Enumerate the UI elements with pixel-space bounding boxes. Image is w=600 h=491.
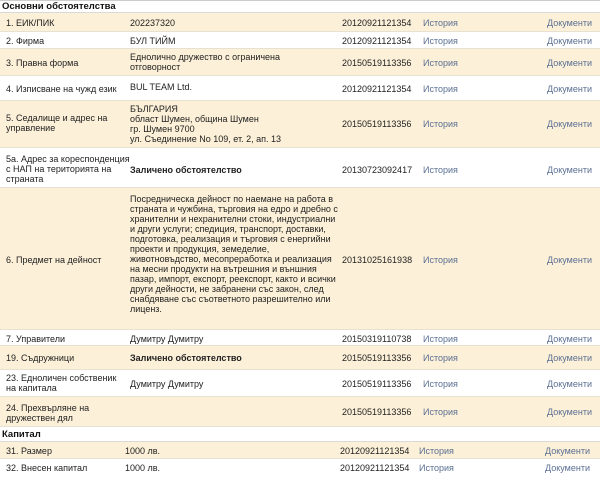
row-label: 31. Размер [6, 446, 52, 456]
documents-link[interactable]: Документи [547, 407, 592, 417]
row-value: Думитру Думитру [130, 379, 204, 389]
row-date: 20150519113356 [342, 353, 412, 363]
history-link[interactable]: История [423, 255, 458, 265]
history-link[interactable]: История [423, 84, 458, 94]
table-row [0, 49, 600, 76]
row-date: 20150519113356 [342, 379, 412, 389]
row-date: 20120921121354 [340, 446, 410, 456]
history-link[interactable]: История [423, 334, 458, 344]
documents-link[interactable]: Документи [547, 58, 592, 68]
row-label: 4. Изписване на чужд език [6, 84, 117, 94]
row-value: Заличено обстоятелство [130, 353, 242, 363]
history-link[interactable]: История [423, 58, 458, 68]
documents-link[interactable]: Документи [547, 18, 592, 28]
row-label: 5а. Адрес за кореспонденция с НАП на територията на страната [6, 154, 130, 184]
row-date: 20150319110738 [342, 334, 412, 344]
table-row [0, 346, 600, 370]
history-link[interactable]: История [423, 119, 458, 129]
row-label: 6. Предмет на дейност [6, 255, 102, 265]
documents-link[interactable]: Документи [547, 36, 592, 46]
row-date: 20150519113356 [342, 407, 412, 417]
row-label: 1. ЕИК/ПИК [6, 18, 55, 28]
row-label: 2. Фирма [6, 36, 45, 46]
history-link[interactable]: История [419, 446, 454, 456]
row-value: БЪЛГАРИЯ област Шумен, община Шумен гр. Шумен 9700 ул. Съединение No 109, ет. 2, ап. 13 [130, 104, 281, 144]
row-date: 20150519113356 [342, 119, 412, 129]
row-value: Думитру Думитру [130, 334, 204, 344]
history-link[interactable]: История [423, 379, 458, 389]
history-link[interactable]: История [423, 353, 458, 363]
table-row [0, 459, 600, 476]
table-row [0, 32, 600, 49]
row-label: 19. Съдружници [6, 353, 75, 363]
row-date: 20120921121354 [340, 463, 410, 473]
row-label: 32. Внесен капитал [6, 463, 88, 473]
history-link[interactable]: История [423, 407, 458, 417]
documents-link[interactable]: Документи [545, 446, 590, 456]
table-row [0, 148, 600, 188]
row-value: 1000 лв. [125, 463, 161, 473]
row-date: 20120921121354 [342, 84, 412, 94]
row-label: 3. Правна форма [6, 58, 79, 68]
row-value: БУЛ ТИЙМ [130, 36, 176, 46]
row-label: 24. Прехвърляне на дружествен дял [6, 403, 90, 423]
documents-link[interactable]: Документи [547, 353, 592, 363]
history-link[interactable]: История [423, 36, 458, 46]
documents-link[interactable]: Документи [547, 334, 592, 344]
row-value: 1000 лв. [125, 446, 161, 456]
table-row [0, 188, 600, 330]
row-date: 20131025161938 [342, 255, 413, 265]
table-row [0, 442, 600, 459]
row-label: 23. Едноличен собственик на капитала [6, 373, 117, 393]
documents-link[interactable]: Документи [547, 255, 592, 265]
table-row [0, 101, 600, 148]
history-link[interactable]: История [423, 18, 458, 28]
documents-link[interactable]: Документи [545, 463, 590, 473]
documents-link[interactable]: Документи [547, 84, 592, 94]
row-date: 20150519113356 [342, 58, 412, 68]
history-link[interactable]: История [423, 165, 458, 175]
section-main-heading: Основни обстоятелства [2, 1, 116, 12]
row-value: 202237320 [130, 18, 176, 28]
section-capital-heading: Капитал [2, 429, 41, 440]
row-date: 20120921121354 [342, 18, 412, 28]
table-row [0, 370, 600, 397]
table-row [0, 330, 600, 346]
table-row [0, 397, 600, 427]
row-value: Посредническа дейност по наемане на работа в страната и чужбина, търговия на едро и дребно с хранителни и нехранителни стоки, индустриални и други услуги; спедиция, транспорт, доставки, подготовка, реализация и търговия с енергийни проекти и продукция, земеделие, животновъдство, месопреработка и реализация на месни продукти на вътрешния и външния пазар, импорт, експорт, реекспорт, както и всички други дейности, не забранени със закон, след снабдяване със съответното разрешително или лиценз. [130, 194, 338, 314]
row-date: 20130723092417 [342, 165, 413, 175]
documents-link[interactable]: Документи [547, 119, 592, 129]
row-date: 20120921121354 [342, 36, 412, 46]
row-value: Заличено обстоятелство [130, 165, 242, 175]
row-label: 5. Седалище и адрес на управление [6, 113, 108, 133]
table-row [0, 13, 600, 32]
row-value: Еднолично дружество с ограничена отговорност [130, 52, 281, 72]
history-link[interactable]: История [419, 463, 454, 473]
documents-link[interactable]: Документи [547, 379, 592, 389]
table-row [0, 76, 600, 101]
row-value: BUL TEAM Ltd. [130, 82, 193, 92]
row-label: 7. Управители [6, 334, 66, 344]
documents-link[interactable]: Документи [547, 165, 592, 175]
